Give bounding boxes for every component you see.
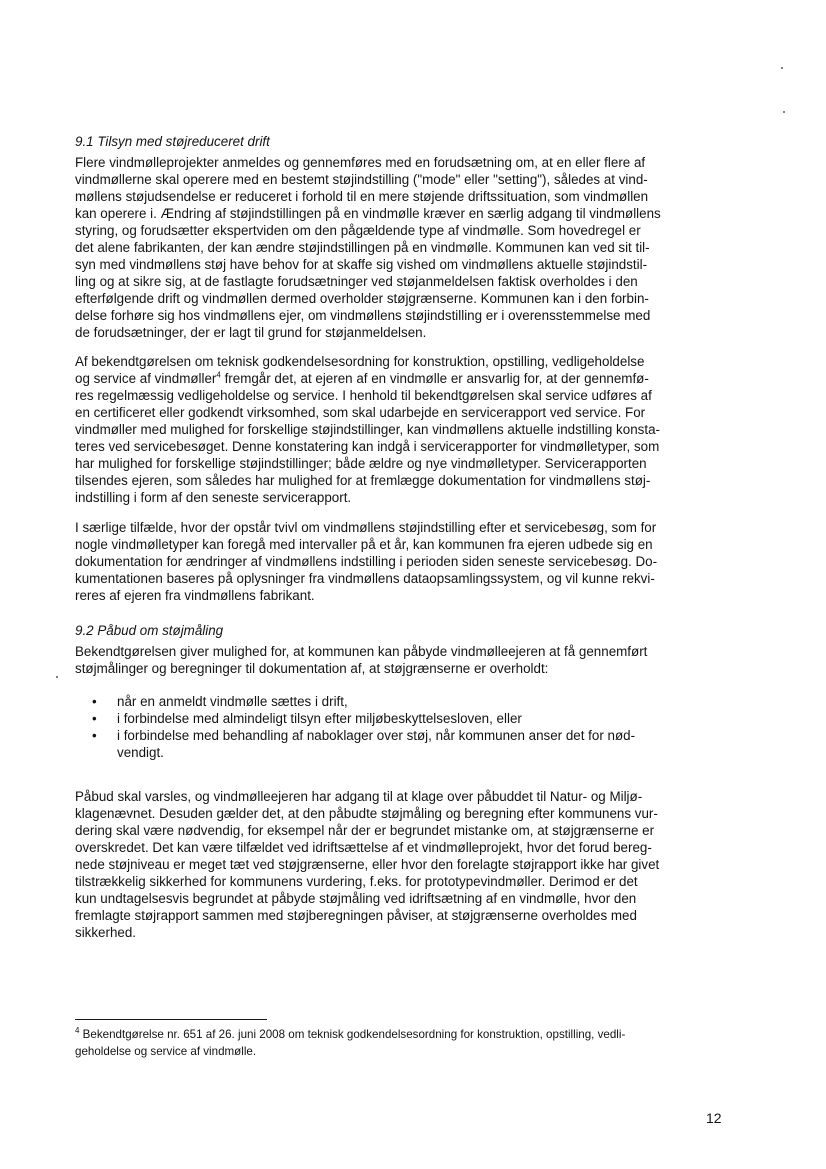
text-line: vindmøller med mulighed for forskellige støjindstillinger, kan vindmøllens aktuelle indstilling konsta- [75, 422, 660, 437]
text-line: støjmålinger og beregninger til dokumentation af, at støjgrænserne er overholdt: [75, 661, 549, 676]
text-line: tilstrækkelig sikkerhed for kommunens vurdering, f.eks. for prototypevindmøller. Derimod er det [75, 874, 638, 889]
section-9-2-intro [75, 643, 745, 677]
text-line: en certificeret eller godkendt virksomhed, som skal udarbejde en servicerapport ved service. For [75, 405, 646, 420]
text-line: møllens støjudsendelse er reduceret i forhold til en mere støjende driftssituation, som vindmøllen [75, 189, 649, 204]
text-line: klagenævnet. Desuden gælder det, at den påbudte støjmåling og beregning efter kommunens vur- [75, 806, 658, 821]
text-line: Af bekendtgørelsen om teknisk godkendelsesordning for konstruktion, opstilling, vedligeholdelse [75, 354, 645, 369]
text-line: fremlagte støjrapport sammen med støjberegningen påviser, at støjgrænserne overholdes med [75, 908, 637, 923]
footnote-text: Bekendtgørelse nr. 651 af 26. juni 2008 om teknisk godkendelsesordning for konstruktion, opstilling, vedli- [79, 1028, 626, 1041]
footnote [75, 1026, 745, 1060]
text-line: indstilling i form af den seneste servicerapport. [75, 490, 352, 505]
text-line: har mulighed for forskellige støjindstillinger; både ældre og nye vindmølletyper. Servicerapporten [75, 456, 647, 471]
list-item-continuation [75, 744, 745, 761]
text-line: styring, og forudsætter ekspertviden om den pågældende type af vindmølle. Som hovedregel er [75, 223, 641, 238]
footnote-line: geholdelse og service af vindmølle. [75, 1045, 257, 1058]
text-line: kun undtagelsesvis begrundet at påbyde støjmåling ved idriftsætning af en vindmølle, hvor den [75, 891, 637, 906]
section-heading: 9.1 Tilsyn med støjreduceret drift [75, 134, 270, 149]
text-line: kan operere i. Ændring af støjindstillingen på en vindmølle kræver en særlig adgang til vindmøllens [75, 206, 661, 221]
text-line: ling og at sikre sig, at de fastlagte forudsætninger ved støjanmeldelsen faktisk overholdes i den [75, 274, 638, 289]
text-line: nogle vindmølletyper kan foregå med intervaller på et år, kan kommunen fra ejeren udbede sig en [75, 537, 653, 552]
text-line: syn med vindmøllens støj have behov for at skaffe sig vished om vindmøllens aktuelle støjindstil- [75, 257, 648, 272]
section-9-2-heading-block [75, 622, 745, 639]
text-line: det alene fabrikanten, der kan ændre støjindstillingen på en vindmølle. Kommunen kan ved sit til- [75, 240, 650, 255]
scan-speck [783, 111, 785, 113]
list-item [75, 727, 745, 744]
text-line: efterfølgende drift og vindmøllen dermed overholder støjgrænserne. Kommunen kan i den forbin- [75, 291, 649, 306]
text-line: delse forhøre sig hos vindmøllens ejer, om vindmøllens støjindstilling er i overensstemmelse med [75, 308, 651, 323]
text-fragment: og service af vindmøller [75, 371, 217, 386]
text-fragment: fremgår det, at ejeren af en vindmølle er ansvarlig for, at der gennemfø- [220, 371, 649, 386]
section-9-1-paragraph-3 [75, 519, 745, 604]
scan-speck [56, 676, 58, 678]
text-line-with-footnote-ref [75, 370, 745, 387]
list-item-text: i forbindelse med behandling af naboklager over støj, når kommunen anser det for nød- [117, 728, 636, 743]
text-line: Bekendtgørelsen giver mulighed for, at kommunen kan påbyde vindmølleejeren at få gennemført [75, 644, 648, 659]
page-number: 12 [706, 1110, 722, 1126]
scan-speck [781, 67, 783, 69]
text-line: dokumentation for ændringer af vindmøllens indstilling i perioden siden seneste servicebesøg. Do- [75, 554, 658, 569]
bullet-icon: • [92, 711, 97, 726]
bullet-icon: • [92, 694, 97, 709]
bullet-list [75, 693, 745, 761]
footnote-line [75, 1026, 745, 1043]
list-item [75, 693, 745, 710]
text-line: Påbud skal varsles, og vindmølleejeren har adgang til at klage over påbuddet til Natur- og Miljø- [75, 789, 643, 804]
section-9-1-paragraph-1 [75, 154, 745, 341]
text-line: sikkerhed. [75, 925, 137, 940]
text-line: res regelmæssig vedligeholdelse og service. I henhold til bekendtgørelsen skal service udføres af [75, 388, 652, 403]
text-line: Flere vindmølleprojekter anmeldes og gennemføres med en forudsætning om, at en eller flere af [75, 155, 646, 170]
list-item-text: i forbindelse med almindeligt tilsyn efter miljøbeskyttelsesloven, eller [117, 711, 522, 726]
section-9-2-paragraph [75, 788, 745, 941]
section-9-1-paragraph-2 [75, 353, 745, 506]
text-line: kumentationen baseres på oplysninger fra vindmøllens dataopsamlingssystem, og vil kunne rekvi- [75, 571, 655, 586]
text-line: dering skal være nødvendig, for eksempel når der er begrundet mistanke om, at støjgrænserne er [75, 823, 655, 838]
list-item-text: når en anmeldt vindmølle sættes i drift, [117, 694, 348, 709]
footnote-marker: 4 [75, 1026, 80, 1036]
text-line: I særlige tilfælde, hvor der opstår tvivl om vindmøllens støjindstilling efter et servicebesøg, som for [75, 520, 657, 535]
section-heading: 9.2 Påbud om støjmåling [75, 623, 224, 638]
text-line: teres ved servicebesøget. Denne konstatering kan indgå i servicerapporter for vindmølletyper, som [75, 439, 660, 454]
footnote-divider [75, 1019, 267, 1020]
text-line: overskredet. Det kan være tilfældet ved idriftsættelse af et vindmølleprojekt, hvor det forud bereg- [75, 840, 652, 855]
text-line: nede støjniveau er meget tæt ved støjgrænserne, eller hvor den forelagte støjrapport ikke har givet [75, 857, 660, 872]
text-line: tilsendes ejeren, som således har mulighed for at fremlægge dokumentation for vindmøllens støj- [75, 473, 651, 488]
bullet-icon: • [92, 728, 97, 743]
footnote-reference: 4 [216, 370, 221, 380]
list-item [75, 710, 745, 727]
list-item-text: vendigt. [117, 745, 164, 760]
section-9-1-heading-block [75, 133, 745, 150]
text-line: vindmøllerne skal operere med en bestemt støjindstilling ("mode" eller "setting"), således at vind- [75, 172, 648, 187]
text-line: reres af ejeren fra vindmøllens fabrikant. [75, 588, 315, 603]
text-line: de forudsætninger, der er lagt til grund for støjanmeldelsen. [75, 325, 427, 340]
